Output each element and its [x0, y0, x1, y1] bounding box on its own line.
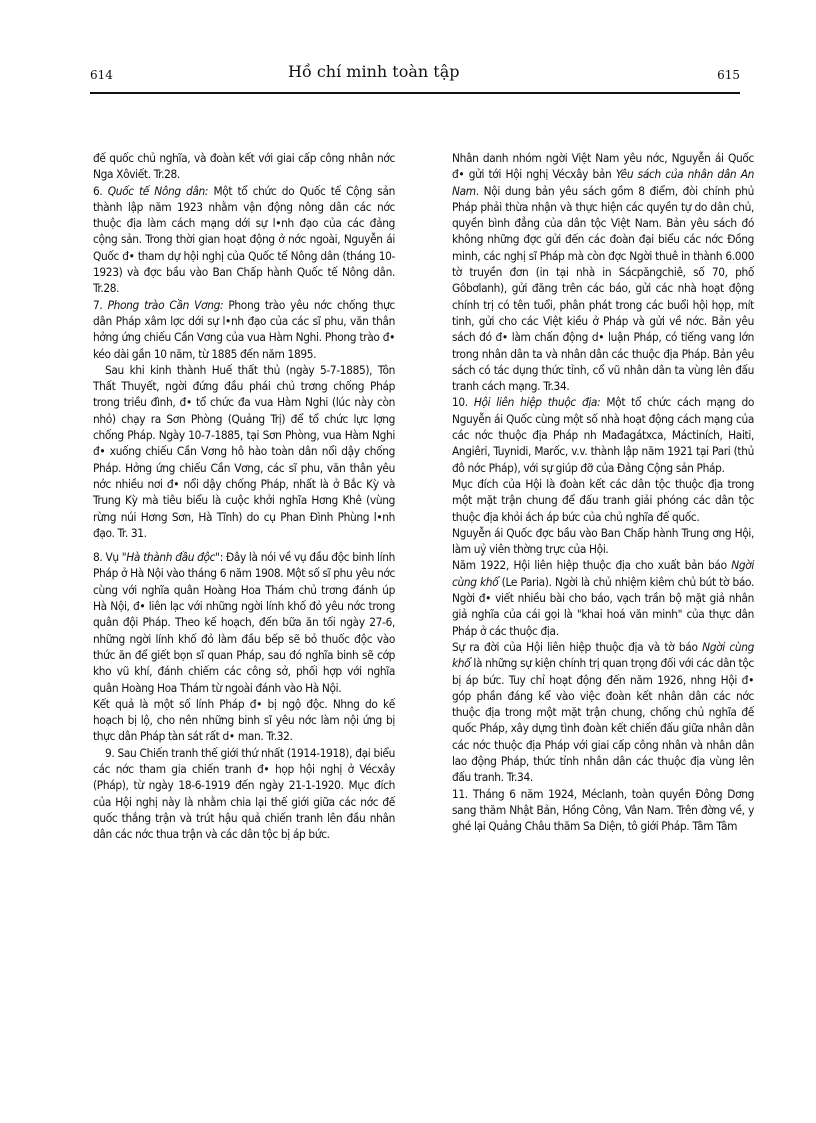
left-column: [93, 150, 395, 842]
note-6: 6. Quốc tế Nông dân: Một tổ chức do Quốc tế Cộng sản thành lập năm 1923 nhằm vận động nông dân các nớc thuộc địa làm cách mạng dới sự l•nh đạo của các đảng cộng sản. Trong thời gian hoạt động ở nớc ngoài, Nguyễn ái Quốc đ• tham dự hội nghị của Quốc tế Nông dân (tháng 10-1923) và đợc bầu vào Ban Chấp hành Quốc tế Nông dân. Tr.28.: [93, 183, 395, 296]
paragraph: Nhân danh nhóm ngời Việt Nam yêu nớc, Nguyễn ái Quốc đ• gửi tới Hội nghị Vécxây bản Yêu sách của nhân dân An Nam. Nội dung bản yêu sách gồm 8 điểm, đòi chính phủ Pháp phải thừa nhận và thực hiện các quyền tự do dân chủ, quyền bình đẳng của dân tộc Việt Nam. Bản yêu sách đó không những đợc gửi đến các đoàn đại biểu các nớc Đồng minh, các nghị sĩ Pháp mà còn đợc Ngời thuê in thành 6.000 tờ truyền đơn (in tại nhà in Sácpăngchiê, số 70, phố Gôbơlanh), gửi đăng trên các báo, gửi các nhà hoạt động chính trị có tên tuổi, phân phát trong các buổi hội họp, mít tinh, gửi cho các Việt kiều ở Pháp và gửi về nớc. Bản yêu sách đó đ• làm chấn động d• luận Pháp, có tiếng vang lớn trong nhân dân ta và nhân dân các thuộc địa Pháp. Bản yêu sách có tác dụng thức tỉnh, cổ vũ nhân dân ta vùng lên đấu tranh cách mạng. Tr.34.: [452, 151, 754, 394]
page-number-right: 615: [717, 68, 740, 82]
note-8: 8. Vụ "Hà thành đầu độc": Đây là nói về vụ đầu độc binh lính Pháp ở Hà Nội vào tháng 6 năm 1908. Một số sĩ phu yêu nớc cùng với nghĩa quân Hoàng Hoa Thám chủ trơng đánh úp Hà Nội, đ• liên lạc với những ngời lính khố đỏ yêu nớc trong quân đội Pháp. Theo kế hoạch, đến bữa ăn tối ngày 27-6, những ngời lính khố đỏ làm đầu bếp sẽ bỏ thuốc độc vào thức ăn để giết bọn sĩ quan Pháp, sau đó nghĩa binh sẽ cớp kho vũ khí, đánh chiếm các công sở, phối hợp với nghĩa quân Hoàng Hoa Thám từ ngoài đánh vào Hà Nội.: [93, 550, 395, 695]
paragraph: Nguyễn ái Quốc đợc bầu vào Ban Chấp hành Trung ơng Hội, làm uỷ viên thờng trực của Hội.: [452, 525, 754, 557]
paragraph: Kết quả là một số lính Pháp đ• bị ngộ độc. Nhng do kế hoạch bị lộ, cho nên những binh sĩ yêu nớc làm nội ứng bị thực dân Pháp tàn sát rất d• man. Tr.32.: [93, 696, 395, 744]
note-term: "Hà thành đầu độc": [121, 550, 220, 565]
note-11: 11. Tháng 6 năm 1924, Méclanh, toàn quyền Đông Dơng sang thăm Nhật Bản, Hồng Công, Vân Nam. Trên đờng về, y ghé lại Quảng Châu thăm Sa Diện, tô giới Pháp. Tâm Tâm: [452, 786, 754, 834]
newspaper-title: Ngời cùng khổ: [452, 558, 754, 589]
page-number-left: 614: [90, 68, 113, 82]
note-7: 7. Phong trào Cần Vơng: Phong trào yêu nớc chống thực dân Pháp xâm lợc dới sự l•nh đạo của các sĩ phu, văn thân hởng ứng chiếu Cần Vơng của vua Hàm Nghi. Phong trào đ• kéo dài gần 10 năm, từ 1885 đến năm 1895.: [93, 297, 395, 361]
paragraph: Sự ra đời của Hội liên hiệp thuộc địa và tờ báo Ngời cùng khổ là những sự kiện chính trị quan trọng đối với các dân tộc bị áp bức. Tuy chỉ hoạt động đến năm 1926, nhng Hội đ• góp phần đáng kể vào việc đoàn kết nhân dân các nớc thuộc địa trong một mặt trận chung, chống chủ nghĩa đế quốc Pháp, xây dựng tình đoàn kết chiến đấu giữa nhân dân các nớc thuộc địa Pháp với giai cấp công nhân và nhân dân lao động Pháp, thức tỉnh nhân dân các thuộc địa vùng lên đấu tranh. Tr.34.: [452, 639, 754, 785]
header-rule: [90, 92, 740, 94]
running-title: Hồ chí minh toàn tập: [288, 62, 460, 81]
document-title: Yêu sách của nhân dân An Nam: [452, 167, 754, 198]
note-9: 9. Sau Chiến tranh thế giới thứ nhất (1914-1918), đại biểu các nớc tham gia chiến tranh đ• họp hội nghị ở Vécxây (Pháp), từ ngày 18-6-1919 đến ngày 21-1-1920. Mục đích của Hội nghị này là nhằm chia lại thế giới giữa các nớc đế quốc thắng trận và trút hậu quả chiến tranh lên đầu nhân dân các nớc thua trận và các dân tộc bị áp bức.: [93, 745, 395, 842]
right-column: [452, 150, 754, 834]
paragraph: Sau khi kinh thành Huế thất thủ (ngày 5-7-1885), Tôn Thất Thuyết, ngời đứng đầu phái chủ trơng chống Pháp trong triều đình, đ• tổ chức đa vua Hàm Nghi (lúc này còn nhỏ) chạy ra Sơn Phòng (Quảng Trị) để tổ chức lực lợng chống Pháp. Ngày 10-7-1885, tại Sơn Phòng, vua Hàm Nghi đ• xuống chiếu Cần Vơng hô hào toàn dân nổi dậy chống Pháp. Hởng ứng chiếu Cần Vơng, các sĩ phu, văn thân yêu nớc nhiều nơi đ• nổi dậy chống Pháp, nhất là ở Bắc Kỳ và Trung Kỳ mà tiêu biểu là cuộc khởi nghĩa Hơng Khê (vùng rừng núi Hơng Sơn, Hà Tĩnh) do cụ Phan Đình Phùng l•nh đạo. Tr. 31.: [93, 362, 395, 540]
note-term: Hội liên hiệp thuộc địa:: [473, 395, 601, 410]
paragraph: Mục đích của Hội là đoàn kết các dân tộc thuộc địa trong một mặt trận chung để đấu tranh giải phóng các dân tộc thuộc địa khỏi ách áp bức của chủ nghĩa đế quốc.: [452, 476, 754, 524]
note-10: 10. Hội liên hiệp thuộc địa: Một tổ chức cách mạng do Nguyễn ái Quốc cùng một số nhà hoạt động cách mạng của các nớc thuộc địa Pháp nh Mađagátxca, Máctiních, Haiti, Angiêri, Tuynidi, Marốc, v.v. thành lập năm 1921 tại Pari (thủ đô nớc Pháp), với sự giúp đỡ của Đảng Cộng sản Pháp.: [452, 395, 755, 475]
newspaper-title: Ngời cùng khổ: [452, 639, 754, 671]
paragraph: Năm 1922, Hội liên hiệp thuộc địa cho xuất bản báo Ngời cùng khổ (Le Paria). Ngời là chủ nhiệm kiêm chủ bút tờ báo. Ngời đ• viết nhiều bài cho báo, vạch trần bộ mặt giả nhân giả nghĩa của cái gọi là "khai hoá văn minh" của thực dân Pháp ở các thuộc địa.: [452, 558, 754, 638]
note-term: Quốc tế Nông dân:: [107, 183, 209, 198]
note-term: Phong trào Cần Vơng:: [107, 297, 224, 312]
page-header: [90, 62, 740, 86]
paragraph: đế quốc chủ nghĩa, và đoàn kết với giai cấp công nhân nớc Nga Xôviết. Tr.28.: [93, 151, 395, 182]
